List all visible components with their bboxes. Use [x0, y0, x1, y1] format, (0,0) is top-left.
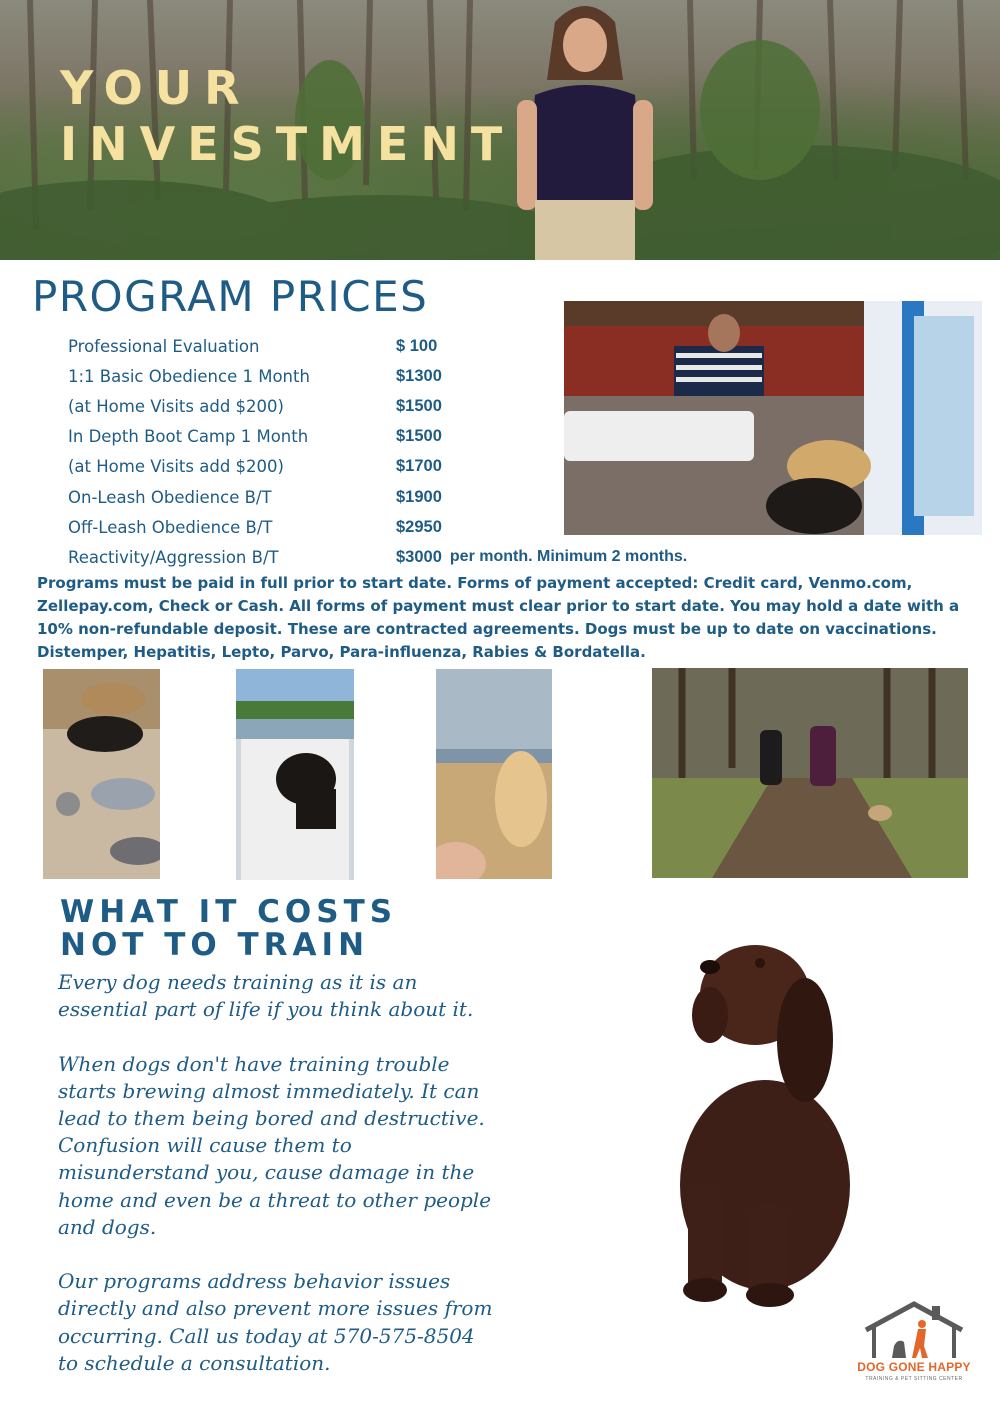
program-price: $2950	[396, 517, 442, 536]
restaurant-scene	[564, 301, 982, 535]
costs-heading-line-1: WHAT IT COSTS	[60, 894, 398, 930]
beach-dog-scene	[436, 669, 552, 879]
costs-body-text	[58, 969, 498, 1404]
logo-name: DOG GONE HAPPY	[857, 1360, 971, 1374]
hero-title-line-2: INVESTMENT	[60, 117, 515, 171]
program-prices-heading: PROGRAM PRICES	[32, 272, 429, 321]
dogs-eating-scene	[43, 669, 160, 879]
hero-title-line-1: YOUR	[60, 61, 252, 115]
rottweiler-deck-photo	[236, 669, 354, 880]
program-price: $1900	[396, 487, 442, 506]
restaurant-dogs-photo	[564, 301, 982, 535]
program-price-note: per month. Minimum 2 months.	[449, 548, 688, 566]
what-it-costs-heading	[60, 896, 397, 962]
program-name: Off-Leash Obedience B/T	[68, 517, 273, 537]
dogs-eating-photo	[43, 669, 160, 879]
costs-paragraph-1: Every dog needs training as it is an essential part of life if you think about it.	[58, 970, 474, 1022]
costs-heading-line-2: NOT TO TRAIN	[60, 927, 370, 963]
program-name: 1:1 Basic Obedience 1 Month	[68, 366, 310, 386]
program-name: In Depth Boot Camp 1 Month	[68, 427, 309, 447]
dog-gone-happy-logo	[852, 1300, 976, 1396]
hero-banner	[0, 0, 1000, 260]
rottweiler-deck-scene	[236, 669, 354, 880]
house-logo-icon	[852, 1300, 976, 1360]
program-price: $1500	[396, 396, 442, 415]
trainer-photo	[505, 0, 665, 260]
forest-walk-photo	[652, 668, 968, 878]
program-price: $3000	[396, 547, 442, 566]
costs-paragraph-3: Our programs address behavior issues directly and also prevent more issues from occurring. Call us today at 570-575-8504 to schedule a consultation.	[58, 1269, 493, 1375]
price-row	[68, 542, 768, 572]
program-name: Professional Evaluation	[68, 336, 260, 356]
hero-title	[60, 60, 514, 172]
program-price: $1700	[396, 457, 442, 476]
forest-walk-scene	[652, 668, 968, 878]
brown-dog-photo	[630, 935, 870, 1310]
program-name: Reactivity/Aggression B/T	[68, 547, 279, 567]
program-name: (at Home Visits add $200)	[68, 457, 284, 477]
program-name: (at Home Visits add $200)	[68, 396, 284, 416]
program-name: On-Leash Obedience B/T	[68, 487, 272, 507]
costs-paragraph-2: When dogs don't have training trouble starts brewing almost immediately. It can lead to them being bored and destructive. Confusion will cause them to misunderstand you, cause damage in the home and even be a threat to other people and dogs.	[58, 1051, 492, 1239]
beach-dog-photo	[436, 669, 552, 879]
payment-terms: Programs must be paid in full prior to start date. Forms of payment accepted: Credit card, Venmo.com, Zellepay.com, Check or Cash. All forms of payment must clear prior to start date. You may hold a date with a 10% non-refundable deposit. These are contracted agreements. Dogs must be up to date on vaccinations. Distemper, Hepatitis, Lepto, Parvo, Para-influenza, Rabies & Bordatella.	[37, 574, 960, 661]
logo-tagline: TRAINING & PET SITTING CENTER	[865, 1376, 963, 1382]
program-price: $1300	[396, 366, 442, 385]
program-price: $ 100	[396, 336, 438, 355]
program-price: $1500	[396, 427, 442, 446]
